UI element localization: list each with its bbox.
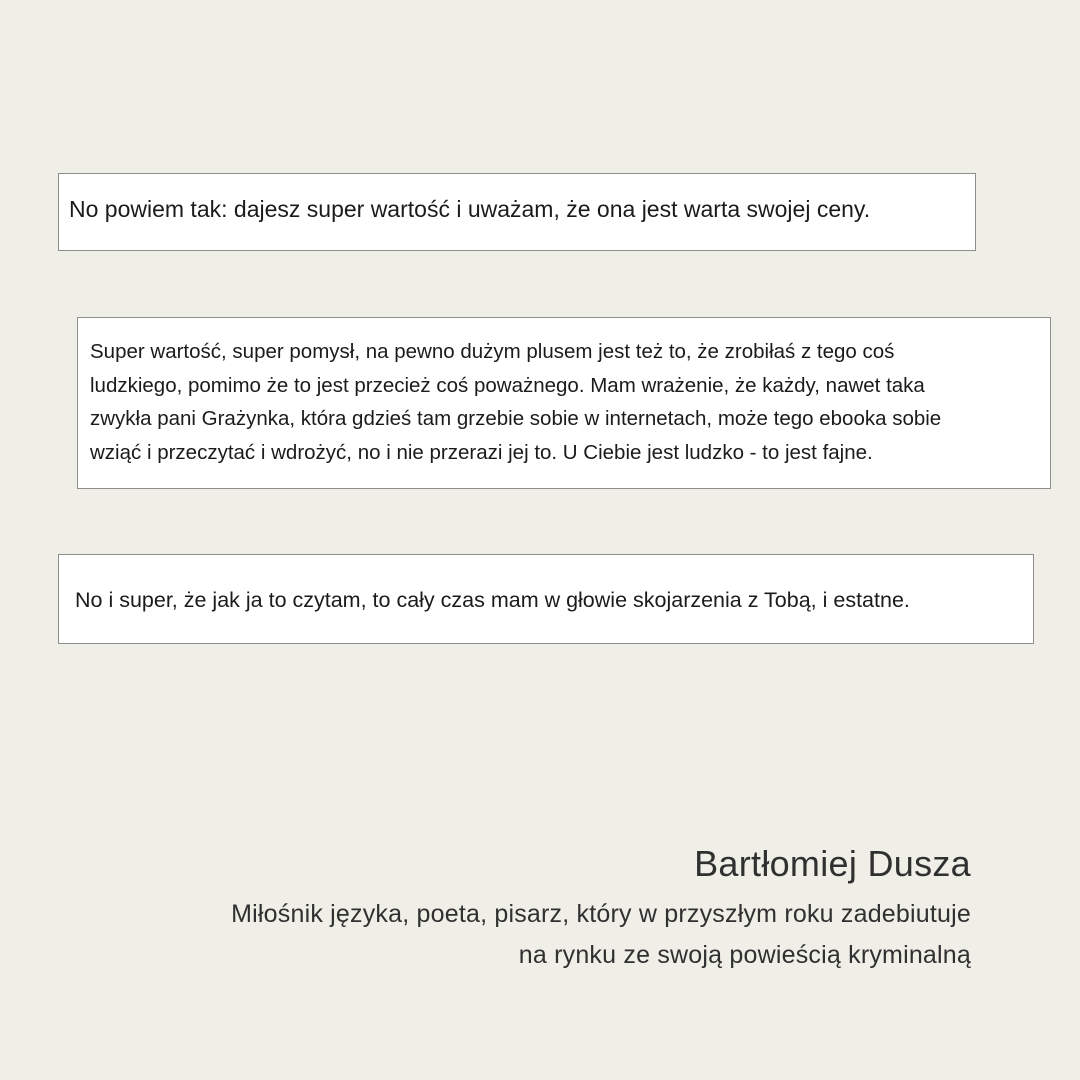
quote-2-line-4: wziąć i przeczytać i wdrożyć, no i nie przerazi jej to. U Ciebie jest ludzko - to jest fajne. [90,440,873,464]
testimonial-quote-2 [77,317,1051,489]
testimonial-quote-3 [58,554,1034,644]
testimonial-quote-1 [58,173,976,251]
quote-2-line-3: zwykła pani Grażynka, która gdzieś tam grzebie sobie w internetach, może tego ebooka sobie [90,407,942,430]
author-name: Bartłomiej Dusza [694,843,971,884]
quote-1-text: No powiem tak: dajesz super wartość i uważam, że ona jest warta swojej ceny. [69,196,871,222]
quote-2-line-1: Super wartość, super pomysł, na pewno dużym plusem jest też to, że zrobiłaś z tego coś [90,340,895,363]
quote-3-text: No i super, że jak ja to czytam, to cały czas mam w głowie skojarzenia z Tobą, i estatne. [75,588,910,612]
author-description-line-2: na rynku ze swoją powieścią kryminalną [518,941,971,969]
quote-2-line-2: ludzkiego, pomimo że to jest przecież coś poważnego. Mam wrażenie, że każdy, nawet taka [90,373,925,397]
author-description-line-1: Miłośnik języka, poeta, pisarz, który w przyszłym roku zadebiutuje [231,900,971,928]
author-attribution [71,840,971,976]
quote-2-text [90,335,1038,469]
author-description [71,894,971,976]
